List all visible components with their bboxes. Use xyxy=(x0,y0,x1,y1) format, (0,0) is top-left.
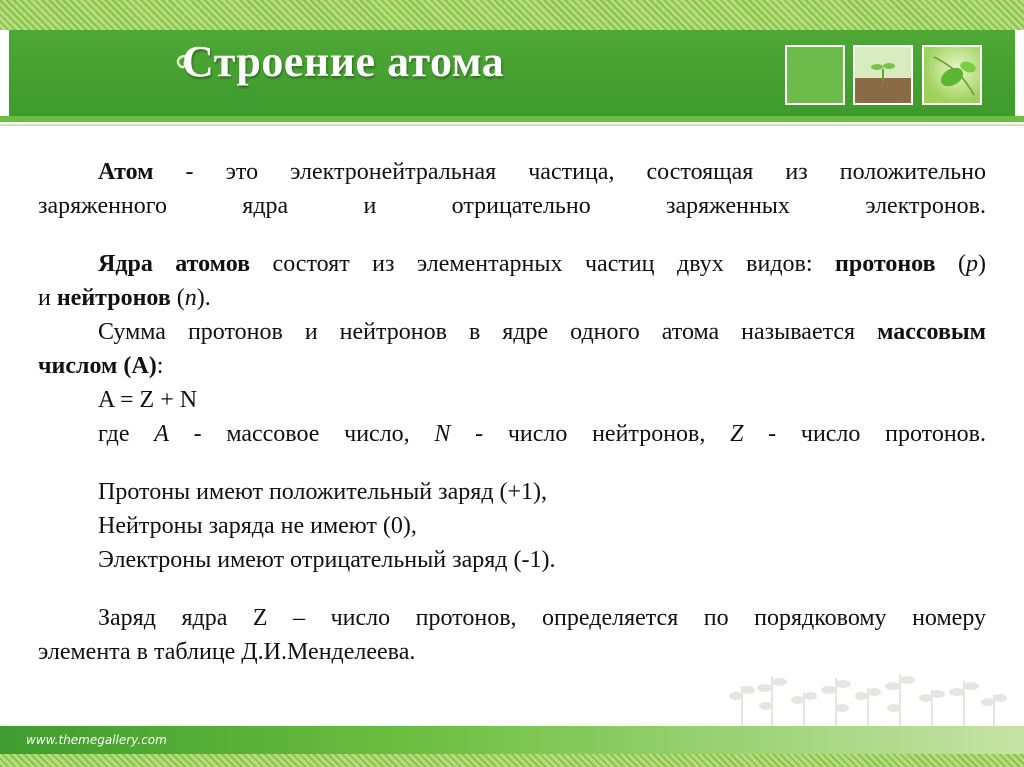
paren-close: ) xyxy=(978,251,986,277)
leaf-photo xyxy=(922,45,982,105)
footer-url[interactable]: www.themegallery.com xyxy=(26,733,167,747)
title-band-accent xyxy=(0,116,1024,122)
term-neutrons: нейтронов xyxy=(56,285,171,311)
paren-open: ( xyxy=(935,251,966,277)
legend-n: - число нейтронов, xyxy=(450,421,731,447)
symbol-a: A xyxy=(154,421,169,447)
term-nuclei: Ядра атомов xyxy=(98,251,251,277)
title-divider xyxy=(0,124,1024,126)
charge-neutrons: Нейтроны заряда не имеют (0), xyxy=(98,513,417,539)
plants-decoration xyxy=(728,668,1014,734)
nuclei-line1 xyxy=(38,247,986,281)
formula-legend xyxy=(38,417,986,451)
term-atom: Атом xyxy=(98,159,154,185)
nuclei-line2 xyxy=(38,281,986,315)
mass-number-line2 xyxy=(38,349,986,383)
atom-definition-line2: заряженного ядра и отрицательно заряженных электронов. xyxy=(38,193,986,219)
nuclei-text: состоят из элементарных частиц двух видов: xyxy=(250,251,836,277)
symbol-z: Z xyxy=(730,421,744,447)
slide-title: Строение атома xyxy=(182,37,505,86)
conj-and: и xyxy=(38,285,57,311)
mass-number-text: Сумма протонов и нейтронов в ядре одного атома называется xyxy=(98,319,878,345)
legend-z: - число протонов. xyxy=(743,421,986,447)
atom-definition-line1 xyxy=(38,155,986,189)
paren-close: ). xyxy=(196,285,211,311)
slide-body xyxy=(38,155,986,669)
top-stripe xyxy=(0,0,1024,30)
term-mass-number: числом (А) xyxy=(38,353,157,379)
formula: A = Z + N xyxy=(98,387,198,413)
legend-a: - массовое число, xyxy=(168,421,435,447)
symbol-p: p xyxy=(966,251,978,277)
colon: : xyxy=(156,353,164,379)
nuclear-charge-line1: Заряд ядра Z – число протонов, определяется по порядковому номеру xyxy=(98,605,986,631)
atom-definition-text: - это электронейтральная частица, состоящая из положительно xyxy=(153,159,986,185)
term-protons: протонов xyxy=(835,251,936,277)
mass-number-line1 xyxy=(38,315,986,349)
seedling-photo xyxy=(853,45,913,105)
symbol-n: n xyxy=(184,285,197,311)
charge-electrons: Электроны имеют отрицательный заряд (-1). xyxy=(98,547,556,573)
legend-where: где xyxy=(98,421,155,447)
symbol-n2: N xyxy=(434,421,451,447)
nuclear-charge-line2: элемента в таблице Д.И.Менделеева. xyxy=(38,639,416,665)
green-square-thumbnail xyxy=(785,45,845,105)
paren-open: ( xyxy=(170,285,185,311)
term-mass: массовым xyxy=(877,319,986,345)
footer-stripe xyxy=(0,754,1024,767)
charge-protons: Протоны имеют положительный заряд (+1), xyxy=(98,479,548,505)
